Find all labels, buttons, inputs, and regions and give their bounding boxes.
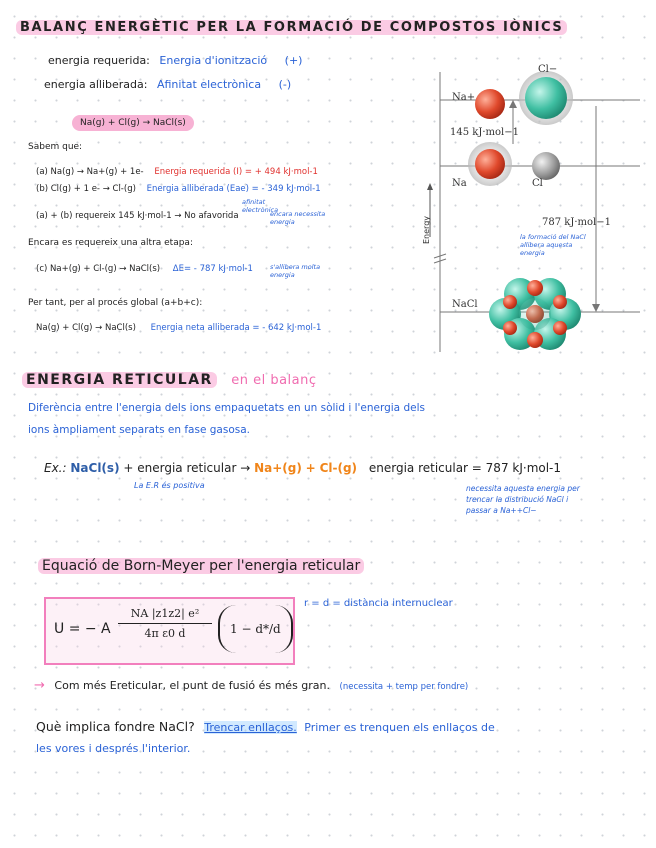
fusion-note-text: Com més Ereticular, el punt de fusió és més gran. xyxy=(54,679,331,692)
energy-diagram xyxy=(418,62,648,360)
formula-numerator: NA |z1z2| e² xyxy=(130,607,200,620)
req-label: energia requerida: xyxy=(48,54,150,67)
page-title xyxy=(16,20,567,35)
diagram-787-hand: la formació del NaCl allibera aquesta energia xyxy=(520,233,586,257)
formula-fraction-bar xyxy=(118,623,212,624)
rel-line xyxy=(44,78,291,91)
step-ab-eq: (a) + (b) requereix 145 kJ·mol-1 → No afavorida xyxy=(36,211,239,221)
label-e787: 787 kJ·mol−1 xyxy=(542,217,611,228)
question-line-2: les vores i després l'interior. xyxy=(36,742,191,755)
born-meyer-title-text: Equació de Born-Meyer per l'energia reticular xyxy=(38,558,364,574)
ex-hand-right: necessita aquesta energia per trencar la distribució NaCl i passar a Na++Cl− xyxy=(466,484,580,515)
step-global xyxy=(36,323,321,333)
arrow-787-head xyxy=(592,304,600,312)
step-b-hand: afinitat electrònica xyxy=(242,198,279,214)
ex-na: Na+(g) xyxy=(254,461,302,475)
born-meyer-formula-box xyxy=(44,597,295,665)
step-c-eq: (c) Na+(g) + Cl-(g) → NaCl(s) xyxy=(36,264,161,274)
page-title-text: BALANÇ ENERGÈTIC PER LA FORMACIÓ DE COMPOSTOS IÒNICS xyxy=(16,20,567,35)
ex-label: Ex.: xyxy=(44,461,67,475)
step-ab xyxy=(36,211,239,221)
na-ion-sphere xyxy=(475,89,505,119)
step-ab-hand: encara necessita energia xyxy=(270,210,326,226)
ex-plus2: + xyxy=(305,461,316,475)
question-text: Què implica fondre NaCl? xyxy=(36,719,195,734)
sabem-que: Sabem que: xyxy=(28,142,83,152)
step-c xyxy=(36,264,253,274)
req-line xyxy=(48,54,302,67)
question-highlight: Trencar enllaços. xyxy=(204,721,297,734)
reaction-box-text: Na(g) + Cl(g) → NaCl(s) xyxy=(80,118,186,128)
fusion-arrow-icon: → xyxy=(34,678,45,693)
rel-label: energia alliberada: xyxy=(44,78,148,91)
ex-plus: + energia reticular → xyxy=(123,461,251,475)
step-global-note: Energia neta alliberada = - 642 kJ·mol-1 xyxy=(150,323,322,333)
nacl-lattice xyxy=(489,278,581,350)
reticular-def-2: ions àmpliament separats en fase gasosa. xyxy=(28,424,250,436)
reticular-def-1: Diferència entre l'energia dels ions empaquetats en un sòlid i l'energia dels xyxy=(28,402,425,414)
step-a xyxy=(36,167,318,177)
label-energy-axis: Energy xyxy=(422,215,431,244)
step-a-note: Energia requerida (I) = + 494 kJ·mol-1 xyxy=(154,167,318,177)
step-a-eq: (a) Na(g) → Na+(g) + 1e- xyxy=(36,167,144,177)
encara: Encara es requereix una altra etapa: xyxy=(28,238,193,248)
ex-cl: Cl-(g) xyxy=(319,461,358,475)
fusion-note-paren: (necessita + temp per fondre) xyxy=(339,682,469,692)
label-na: Na xyxy=(452,178,467,189)
ex-hand-er: La E.R és positiva xyxy=(134,481,205,490)
reticular-subtitle: en el balanç xyxy=(231,373,317,388)
reticular-title-text: ENERGIA RETICULAR xyxy=(22,372,217,388)
reaction-box xyxy=(72,115,194,131)
rel-sign: (-) xyxy=(278,78,292,91)
step-b-note: Energia alliberada (Eae) = - 349 kJ·mol-1 xyxy=(146,184,321,194)
req-value: Energia d'ionització xyxy=(159,54,268,67)
na-atom-sphere xyxy=(475,149,505,179)
arrow-145-head xyxy=(509,100,517,108)
label-cl-minus: Cl− xyxy=(538,64,558,75)
born-meyer-r-note: r = d = distància internuclear xyxy=(304,598,453,609)
step-b-eq: (b) Cl(g) + 1 e- → Cl-(g) xyxy=(36,184,136,194)
label-na-plus: Na+ xyxy=(452,92,476,103)
step-b xyxy=(36,184,321,194)
formula-fraction xyxy=(118,607,212,640)
energy-up-head xyxy=(427,183,433,190)
cl-atom-sphere xyxy=(532,152,560,180)
formula-lhs: U = − A xyxy=(54,621,111,637)
born-meyer-title xyxy=(38,558,364,574)
formula-denominator: 4π ε0 d xyxy=(144,627,186,640)
label-cl: Cl xyxy=(532,178,543,189)
label-e145: 145 kJ·mol−1 xyxy=(450,127,519,138)
label-nacl: NaCl xyxy=(452,299,478,310)
step-c-note: ΔE= - 787 kJ·mol-1 xyxy=(172,264,253,274)
req-sign: (+) xyxy=(284,54,303,67)
ex-result: energia reticular = 787 kJ·mol-1 xyxy=(368,461,562,475)
formula-bracket-text: 1 − d*/d xyxy=(230,622,281,636)
step-global-eq: Na(g) + Cl(g) → NaCl(s) xyxy=(36,323,136,333)
fusion-note xyxy=(34,678,468,693)
rel-value: Afinitat electrònica xyxy=(156,78,262,91)
formula-bracket xyxy=(218,605,293,653)
question-line-1 xyxy=(36,719,495,734)
reticular-example xyxy=(44,461,561,475)
cl-ion-sphere xyxy=(525,77,567,119)
ex-nacl: NaCl(s) xyxy=(70,461,120,475)
question-rest: Primer es trenquen els enllaços de xyxy=(304,721,495,734)
reticular-title xyxy=(22,372,317,388)
per-tant: Per tant, per al procés global (a+b+c): xyxy=(28,298,203,308)
step-c-hand: s'allibera molta energia xyxy=(270,263,321,279)
